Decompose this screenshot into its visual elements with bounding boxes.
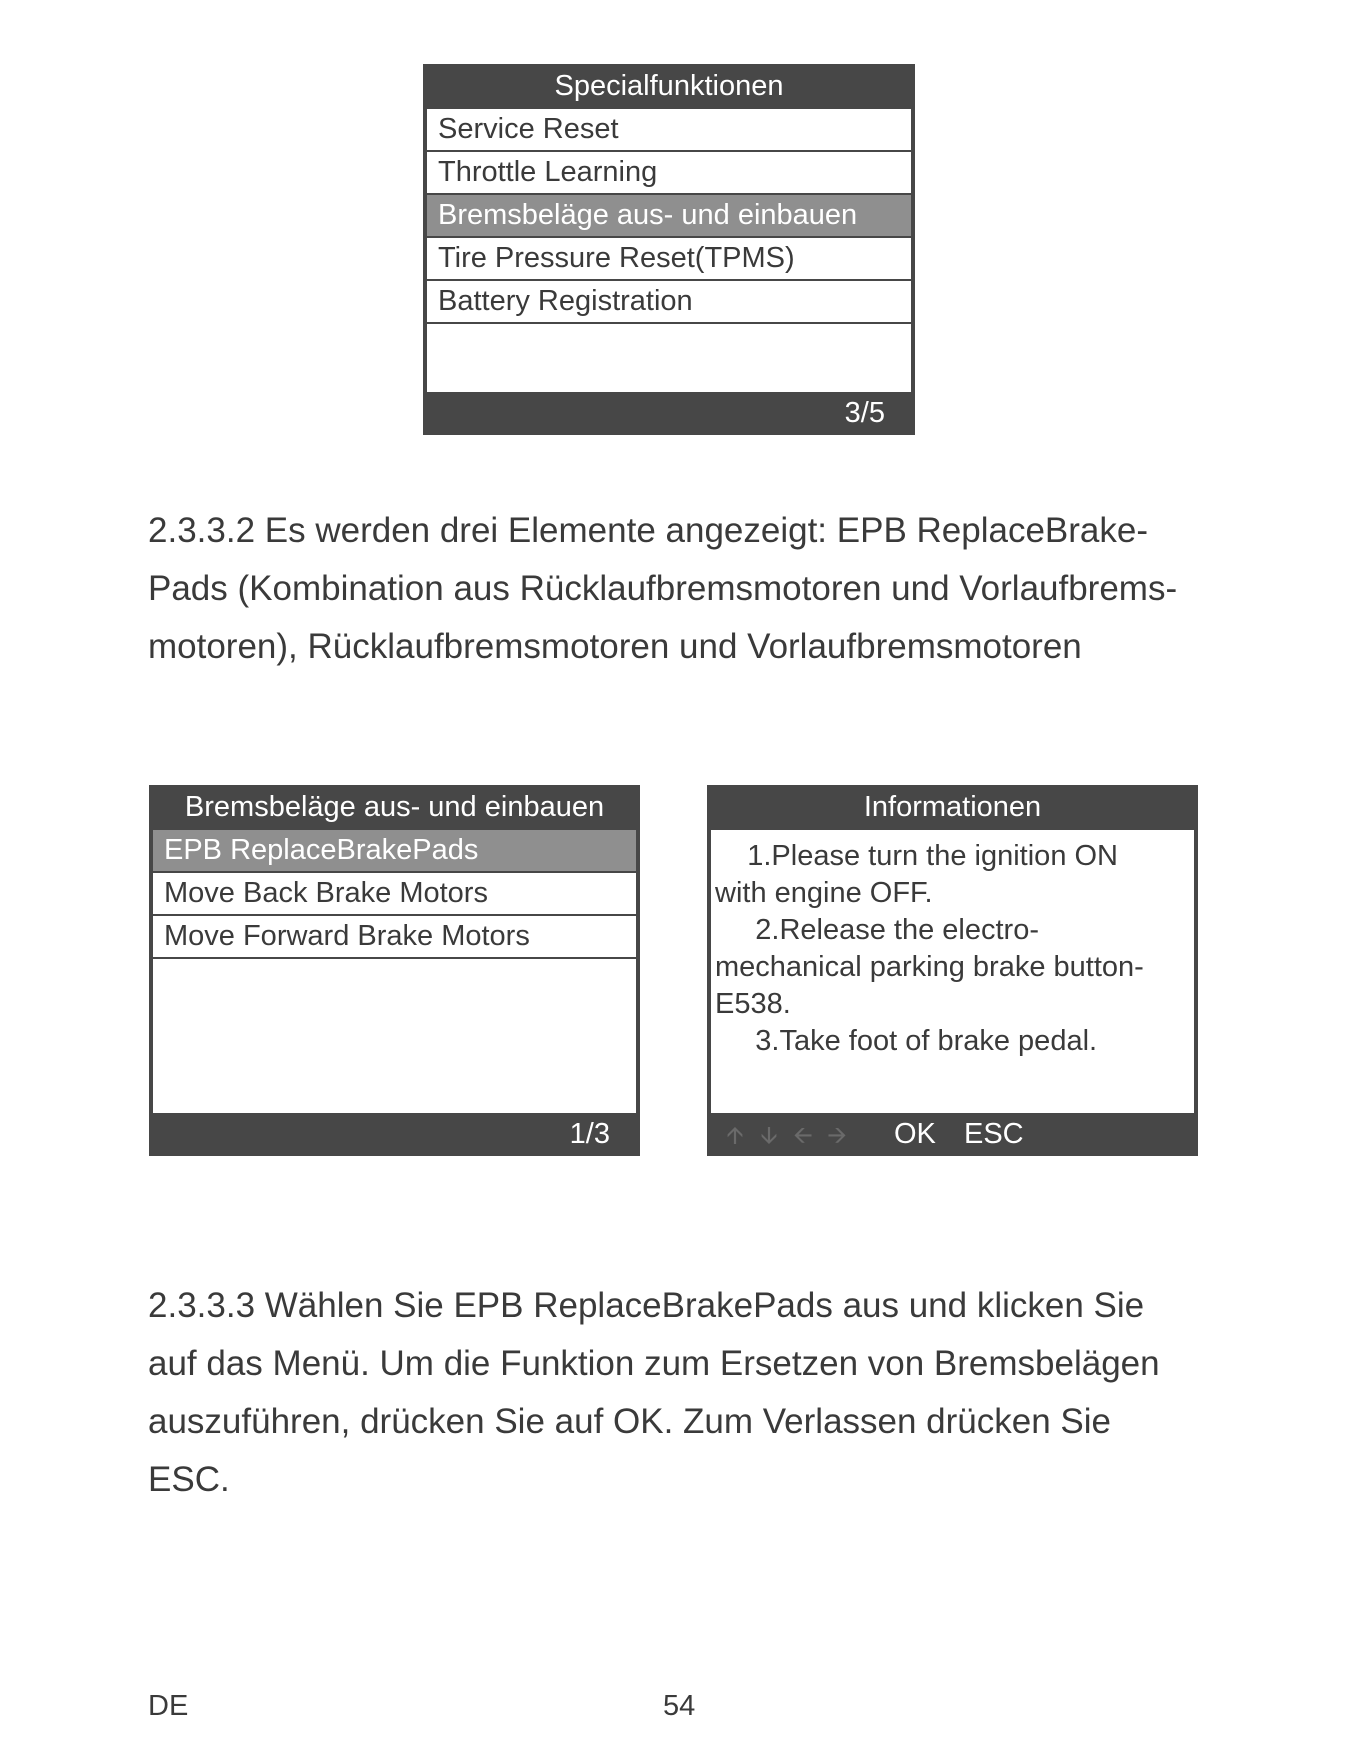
page-indicator: 1/3 <box>569 1118 610 1150</box>
info-line: 1.Please turn the ignition ON <box>715 840 1118 872</box>
text-line: ESC. <box>148 1460 230 1499</box>
arrow-up-icon[interactable]: 🡩 <box>726 1121 744 1149</box>
menu-item-tpms-reset[interactable]: Tire Pressure Reset(TPMS) <box>427 238 911 281</box>
text-line: auszuführen, drücken Sie auf OK. Zum Verlassen drücken Sie <box>148 1402 1112 1441</box>
page-number: 54 <box>663 1690 696 1722</box>
screen-footer <box>423 392 915 435</box>
page-indicator: 3/5 <box>844 397 885 429</box>
esc-button[interactable]: ESC <box>964 1118 1024 1150</box>
text-line: motoren), Rücklaufbremsmotoren und Vorlaufbremsmotoren <box>148 627 1082 666</box>
language-label: DE <box>148 1690 189 1722</box>
arrow-right-icon[interactable]: 🡪 <box>827 1121 847 1149</box>
info-body <box>711 830 1194 1113</box>
info-line: 2.Release the electro- <box>715 914 1039 946</box>
special-functions-screen <box>423 64 915 435</box>
text-line: auf das Menü. Um die Funktion zum Ersetzen von Bremsbelägen <box>148 1344 1160 1383</box>
info-line: E538. <box>715 988 791 1020</box>
arrow-left-icon[interactable]: 🡨 <box>793 1121 813 1149</box>
info-line: 3.Take foot of brake pedal. <box>715 1025 1098 1057</box>
text-line: 2.3.3.3 Wählen Sie EPB ReplaceBrakePads aus und klicken Sie <box>148 1286 1145 1325</box>
screen-title: Informationen <box>863 791 1042 823</box>
paragraph-2-3-3-2 <box>148 502 1228 676</box>
information-screen <box>707 785 1198 1156</box>
menu-list <box>153 830 636 1113</box>
menu-item-brake-pads[interactable]: Bremsbeläge aus- und einbauen <box>427 195 911 238</box>
info-line: mechanical parking brake button- <box>715 951 1144 983</box>
ok-button[interactable]: OK <box>894 1118 936 1150</box>
menu-item-move-back-brake-motors[interactable]: Move Back Brake Motors <box>153 873 636 916</box>
screen-title: Bremsbeläge aus- und einbauen <box>184 791 605 823</box>
menu-item-battery-registration[interactable]: Battery Registration <box>427 281 911 324</box>
text-line: Pads (Kombination aus Rücklaufbremsmotoren und Vorlaufbrems- <box>148 569 1178 608</box>
screen-footer <box>707 1113 1198 1156</box>
info-text <box>711 830 1194 1060</box>
paragraph-2-3-3-3 <box>148 1277 1228 1509</box>
menu-list <box>427 109 911 392</box>
arrow-down-icon[interactable]: 🡫 <box>760 1121 778 1149</box>
menu-item-throttle-learning[interactable]: Throttle Learning <box>427 152 911 195</box>
screen-title: Specialfunktionen <box>554 70 784 102</box>
menu-item-move-forward-brake-motors[interactable]: Move Forward Brake Motors <box>153 916 636 959</box>
info-line: with engine OFF. <box>715 877 933 909</box>
text-line: 2.3.3.2 Es werden drei Elemente angezeigt: EPB ReplaceBrake- <box>148 511 1149 550</box>
menu-item-service-reset[interactable]: Service Reset <box>427 109 911 152</box>
screen-footer <box>149 1113 640 1156</box>
menu-item-epb-replace-brake-pads[interactable]: EPB ReplaceBrakePads <box>153 830 636 873</box>
brake-pads-menu-screen <box>149 785 640 1156</box>
nav-arrows <box>721 1114 851 1157</box>
